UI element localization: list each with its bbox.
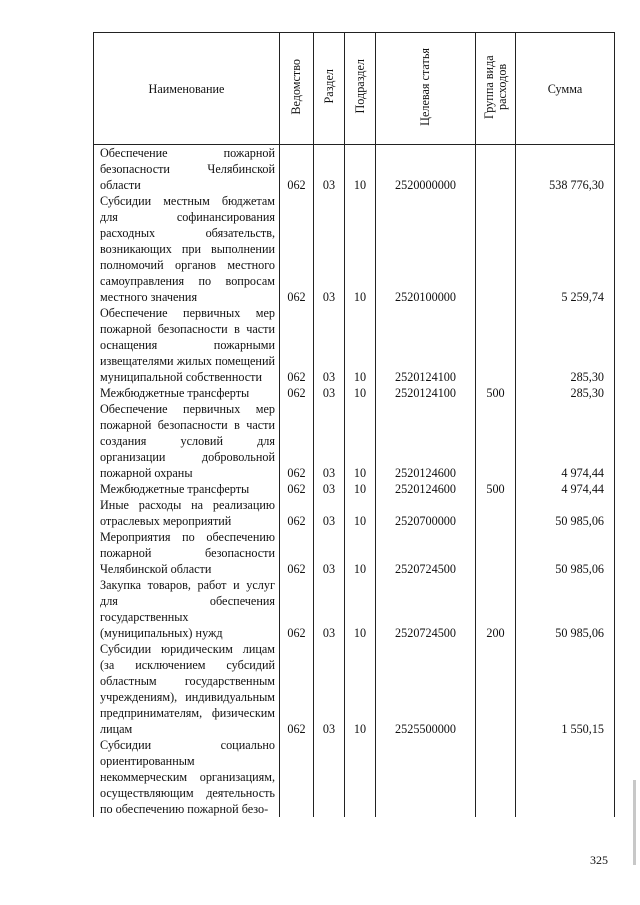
row-summa: 4 974,44 — [516, 481, 615, 497]
row-podrazdel: 10 — [345, 385, 376, 401]
header-vedomstvo: Ведомство — [280, 33, 314, 145]
row-gruppa — [476, 401, 516, 481]
row-name: Субсидии социально ориентированным некоммерческим организациям, осуществляющим деятельность по обеспечению пожарной безо- — [94, 737, 280, 817]
row-celevaya-statya: 2520100000 — [376, 193, 476, 305]
row-podrazdel: 10 — [345, 497, 376, 529]
page-number: 325 — [590, 853, 608, 867]
row-celevaya-statya: 2520724500 — [376, 529, 476, 577]
row-razdel: 03 — [314, 481, 345, 497]
row-summa: 1 550,15 — [516, 641, 615, 737]
table-body — [94, 145, 615, 818]
budget-table — [93, 32, 615, 817]
row-podrazdel: 10 — [345, 193, 376, 305]
table-row — [94, 529, 615, 577]
row-razdel: 03 — [314, 641, 345, 737]
row-name: Закупка товаров, работ и услуг для обеспечения государственных (муниципальных) нужд — [94, 577, 280, 641]
table-row — [94, 401, 615, 481]
table-row — [94, 641, 615, 737]
row-gruppa: 500 — [476, 385, 516, 401]
row-name: Мероприятия по обеспечению пожарной безопасности Челябинской области — [94, 529, 280, 577]
table-row — [94, 737, 615, 817]
table-row — [94, 193, 615, 305]
row-gruppa — [476, 737, 516, 817]
row-celevaya-statya: 2520724500 — [376, 577, 476, 641]
row-gruppa — [476, 305, 516, 385]
row-celevaya-statya — [376, 737, 476, 817]
row-vedomstvo: 062 — [280, 641, 314, 737]
table-row — [94, 385, 615, 401]
row-razdel: 03 — [314, 529, 345, 577]
row-vedomstvo: 062 — [280, 193, 314, 305]
table-row — [94, 497, 615, 529]
row-podrazdel: 10 — [345, 641, 376, 737]
table-row — [94, 481, 615, 497]
row-razdel: 03 — [314, 193, 345, 305]
row-summa: 4 974,44 — [516, 401, 615, 481]
row-celevaya-statya: 2520700000 — [376, 497, 476, 529]
header-summa: Сумма — [516, 33, 615, 145]
row-podrazdel: 10 — [345, 145, 376, 194]
row-vedomstvo: 062 — [280, 401, 314, 481]
header-podrazdel: Подраздел — [345, 33, 376, 145]
row-gruppa: 500 — [476, 481, 516, 497]
scan-edge-mark — [633, 780, 636, 865]
row-name: Субсидии местным бюджетам для софинансирования расходных обязательств, возникающих при выполнении полномочий органов местного самоуправления по вопросам местного значения — [94, 193, 280, 305]
row-name: Обеспечение первичных мер пожарной безопасности в части оснащения пожарными извещателями жилых помещений муниципальной собственности — [94, 305, 280, 385]
row-vedomstvo: 062 — [280, 497, 314, 529]
row-name: Обеспечение первичных мер пожарной безопасности в части создания условий для организации добровольной пожарной охраны — [94, 401, 280, 481]
row-name: Обеспечение пожарной безопасности Челябинской области — [94, 145, 280, 194]
row-summa: 50 985,06 — [516, 577, 615, 641]
row-gruppa — [476, 193, 516, 305]
row-name: Межбюджетные трансферты — [94, 385, 280, 401]
row-name: Субсидии юридическим лицам (за исключением субсидий областным государственным учреждениям), индивидуальным предпринимателям, физическим лицам — [94, 641, 280, 737]
row-vedomstvo: 062 — [280, 577, 314, 641]
row-podrazdel — [345, 737, 376, 817]
row-summa: 285,30 — [516, 305, 615, 385]
row-podrazdel: 10 — [345, 529, 376, 577]
row-summa — [516, 737, 615, 817]
table-header — [94, 33, 615, 145]
row-gruppa — [476, 641, 516, 737]
row-summa: 285,30 — [516, 385, 615, 401]
header-razdel: Раздел — [314, 33, 345, 145]
row-podrazdel: 10 — [345, 401, 376, 481]
row-name: Иные расходы на реализацию отраслевых мероприятий — [94, 497, 280, 529]
row-celevaya-statya: 2520000000 — [376, 145, 476, 194]
table-row — [94, 305, 615, 385]
row-razdel: 03 — [314, 385, 345, 401]
row-razdel: 03 — [314, 401, 345, 481]
row-podrazdel: 10 — [345, 305, 376, 385]
header-name: Наименование — [94, 33, 280, 145]
row-podrazdel: 10 — [345, 481, 376, 497]
table-row — [94, 577, 615, 641]
row-summa: 50 985,06 — [516, 497, 615, 529]
row-summa: 538 776,30 — [516, 145, 615, 194]
row-gruppa — [476, 529, 516, 577]
row-vedomstvo: 062 — [280, 385, 314, 401]
row-celevaya-statya: 2525500000 — [376, 641, 476, 737]
row-vedomstvo: 062 — [280, 481, 314, 497]
row-summa: 5 259,74 — [516, 193, 615, 305]
row-gruppa: 200 — [476, 577, 516, 641]
row-razdel: 03 — [314, 577, 345, 641]
row-summa: 50 985,06 — [516, 529, 615, 577]
header-celevaya-statya: Целевая статья — [376, 33, 476, 145]
row-celevaya-statya: 2520124600 — [376, 401, 476, 481]
table-row — [94, 145, 615, 194]
row-celevaya-statya: 2520124100 — [376, 305, 476, 385]
row-name: Межбюджетные трансферты — [94, 481, 280, 497]
row-razdel: 03 — [314, 145, 345, 194]
row-vedomstvo: 062 — [280, 305, 314, 385]
row-gruppa — [476, 145, 516, 194]
row-razdel: 03 — [314, 497, 345, 529]
header-gruppa: Группа вида расходов — [476, 33, 516, 145]
row-celevaya-statya: 2520124600 — [376, 481, 476, 497]
row-podrazdel: 10 — [345, 577, 376, 641]
row-razdel: 03 — [314, 305, 345, 385]
row-vedomstvo: 062 — [280, 529, 314, 577]
row-celevaya-statya: 2520124100 — [376, 385, 476, 401]
row-gruppa — [476, 497, 516, 529]
row-vedomstvo: 062 — [280, 145, 314, 194]
row-vedomstvo — [280, 737, 314, 817]
row-razdel — [314, 737, 345, 817]
